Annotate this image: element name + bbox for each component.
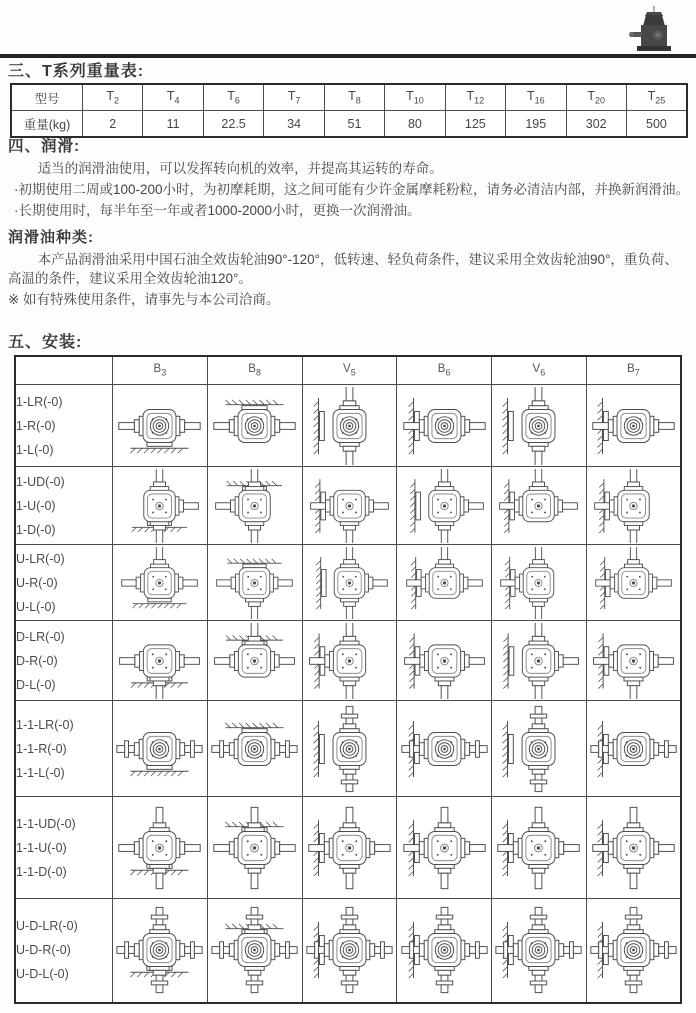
install-variant-label: 1-L(-0)	[16, 442, 54, 457]
weights-section-heading: 三、T系列重量表:	[8, 63, 145, 80]
install-col-header-V6: $V_6$	[492, 356, 587, 385]
model-cell: $T_{12}$	[445, 84, 505, 111]
gearbox-drawing-icon	[398, 703, 491, 795]
install-drawing-cell	[586, 385, 681, 467]
gearbox-drawing-icon	[492, 900, 585, 1000]
gearbox-drawing-icon	[113, 547, 206, 619]
gearbox-drawing-icon	[398, 900, 491, 1000]
install-drawing-cell	[492, 899, 587, 1003]
install-row-label	[15, 467, 113, 545]
install-drawing-cell	[397, 797, 492, 899]
gearbox-photo	[628, 6, 676, 54]
lubrication-bullet: ·初期使用二周或100-200小时，为初摩耗期，这之间可能有少许金属摩耗粉粒，请务必清洁内部，并换新润滑油。	[14, 182, 690, 197]
lubrication-bullet: ·长期使用时，每半年至一年或者1000-2000小时，更换一次润滑油。	[14, 203, 421, 218]
install-drawing-cell	[113, 797, 208, 899]
gearbox-drawing-icon	[303, 703, 396, 795]
model-cell: $T_{20}$	[566, 84, 626, 111]
install-drawing-cell	[113, 545, 208, 621]
model-cell: $T_8$	[324, 84, 384, 111]
gearbox-drawing-icon	[398, 623, 491, 699]
weights-value-row	[11, 111, 687, 138]
special-conditions-note: ※ 如有特殊使用条件，请事先与本公司洽商。	[8, 292, 280, 307]
gearbox-drawing-icon	[113, 387, 206, 465]
install-variant-label: 1-1-R(-0)	[16, 741, 67, 756]
lubrication-intro: 适当的润滑油使用，可以发挥转向机的效率，并提高其运转的寿命。	[37, 161, 443, 176]
install-col-header-B6: $B_6$	[397, 356, 492, 385]
gearbox-drawing-icon	[303, 387, 396, 465]
model-cell: $T_6$	[203, 84, 263, 111]
gearbox-drawing-icon	[492, 799, 585, 897]
gearbox-drawing-icon	[492, 547, 585, 619]
model-cell: $T_{16}$	[506, 84, 566, 111]
weight-cell: 302	[566, 111, 626, 138]
gearbox-drawing-icon	[587, 623, 680, 699]
lubrication-bullets	[8, 180, 690, 220]
install-drawing-cell	[207, 701, 302, 797]
install-drawing-cell	[302, 467, 397, 545]
install-drawing-cell	[397, 701, 492, 797]
gearbox-drawing-icon	[303, 900, 396, 1000]
install-drawing-cell	[302, 701, 397, 797]
gearbox-drawing-icon	[113, 900, 206, 1000]
install-header-row	[15, 356, 681, 385]
gearbox-drawing-icon	[208, 900, 301, 1000]
gearbox-drawing-icon	[303, 547, 396, 619]
gearbox-drawing-icon	[208, 623, 301, 699]
install-variant-label: 1-1-L(-0)	[16, 765, 65, 780]
install-drawing-cell	[113, 467, 208, 545]
gearbox-drawing-icon	[113, 799, 206, 897]
install-row	[15, 545, 681, 621]
weight-cell: 22.5	[203, 111, 263, 138]
weight-cell: 11	[143, 111, 203, 138]
install-drawing-cell	[207, 545, 302, 621]
gearbox-drawing-icon	[398, 387, 491, 465]
install-drawing-cell	[302, 797, 397, 899]
install-variant-label: U-D-R(-0)	[16, 943, 71, 958]
install-row-label	[15, 797, 113, 899]
weight-cell: 2	[83, 111, 143, 138]
gearbox-drawing-icon	[208, 387, 301, 465]
install-drawing-cell	[113, 899, 208, 1003]
install-variant-label: D-L(-0)	[16, 677, 56, 692]
gearbox-drawing-icon	[208, 469, 301, 543]
install-drawing-cell	[492, 797, 587, 899]
install-row	[15, 797, 681, 899]
install-drawing-cell	[586, 797, 681, 899]
install-row-label	[15, 385, 113, 467]
install-drawing-cell	[302, 545, 397, 621]
install-variant-label: U-R(-0)	[16, 575, 58, 590]
install-drawing-cell	[586, 545, 681, 621]
install-drawing-cell	[397, 385, 492, 467]
install-drawing-cell	[113, 621, 208, 701]
lubrication-section	[8, 137, 690, 311]
install-drawing-cell	[492, 701, 587, 797]
weight-cell: 125	[445, 111, 505, 138]
gearbox-drawing-icon	[587, 900, 680, 1000]
weights-value-header: 重量(kg)	[11, 111, 83, 138]
oil-types-text: 本产品润滑油采用中国石油全效齿轮油90°-120°，低转速、轻负荷条件，建议采用全效齿轮油90°，重负荷、高温的条件，建议采用全效齿轮油120°。	[8, 252, 678, 286]
install-drawing-cell	[113, 701, 208, 797]
install-variant-label: D-LR(-0)	[16, 629, 65, 644]
gearbox-drawing-icon	[398, 547, 491, 619]
weight-cell: 34	[264, 111, 324, 138]
gearbox-drawing-icon	[113, 469, 206, 543]
install-drawing-cell	[397, 545, 492, 621]
install-col-header-B3: $B_3$	[113, 356, 208, 385]
install-drawing-cell	[492, 545, 587, 621]
install-row-label	[15, 701, 113, 797]
install-drawing-cell	[492, 385, 587, 467]
install-drawing-cell	[397, 899, 492, 1003]
weight-cell: 500	[626, 111, 687, 138]
install-drawing-cell	[397, 467, 492, 545]
install-col-header-V5: $V_5$	[302, 356, 397, 385]
install-row	[15, 701, 681, 797]
gearbox-drawing-icon	[587, 703, 680, 795]
install-drawing-cell	[113, 385, 208, 467]
weights-model-header: 型号	[11, 84, 83, 111]
install-table	[14, 355, 682, 1004]
gearbox-drawing-icon	[587, 547, 680, 619]
install-row	[15, 899, 681, 1003]
gearbox-drawing-icon	[492, 387, 585, 465]
install-variant-label: 1-1-UD(-0)	[16, 816, 76, 831]
gearbox-drawing-icon	[208, 799, 301, 897]
install-drawing-cell	[207, 621, 302, 701]
install-row	[15, 385, 681, 467]
install-section-heading: 五、安装:	[8, 334, 83, 351]
gearbox-drawing-icon	[587, 469, 680, 543]
model-cell: $T_4$	[143, 84, 203, 111]
gearbox-drawing-icon	[113, 703, 206, 795]
model-cell: $T_{25}$	[626, 84, 687, 111]
install-variant-label: U-D-L(-0)	[16, 967, 69, 982]
install-drawing-cell	[302, 621, 397, 701]
install-variant-label: U-LR(-0)	[16, 551, 65, 566]
install-variant-label: 1-D(-0)	[16, 522, 56, 537]
install-variant-label: U-D-LR(-0)	[16, 919, 78, 934]
install-drawing-cell	[492, 467, 587, 545]
install-drawing-cell	[302, 385, 397, 467]
gearbox-drawing-icon	[208, 547, 301, 619]
install-variant-label: D-R(-0)	[16, 653, 58, 668]
weight-cell: 51	[324, 111, 384, 138]
install-variant-label: 1-1-D(-0)	[16, 864, 67, 879]
gearbox-drawing-icon	[303, 469, 396, 543]
gearbox-drawing-icon	[492, 469, 585, 543]
install-variant-label: 1-1-U(-0)	[16, 840, 67, 855]
gearbox-photo-icon	[628, 6, 676, 54]
install-variant-label: 1-R(-0)	[16, 418, 56, 433]
install-variant-label: U-L(-0)	[16, 599, 56, 614]
install-drawing-cell	[586, 621, 681, 701]
install-variant-label: 1-LR(-0)	[16, 394, 63, 409]
install-row-label	[15, 621, 113, 701]
gearbox-drawing-icon	[492, 703, 585, 795]
install-row-label	[15, 899, 113, 1003]
install-col-header-B8: $B_8$	[207, 356, 302, 385]
install-drawing-cell	[397, 621, 492, 701]
model-cell: $T_2$	[83, 84, 143, 111]
install-row-label	[15, 545, 113, 621]
gearbox-drawing-icon	[113, 623, 206, 699]
install-drawing-cell	[586, 701, 681, 797]
gearbox-drawing-icon	[587, 387, 680, 465]
gearbox-drawing-icon	[398, 799, 491, 897]
weights-table	[10, 83, 688, 138]
install-row	[15, 467, 681, 545]
install-variant-label: 1-1-LR(-0)	[16, 717, 74, 732]
install-variant-label: 1-U(-0)	[16, 498, 56, 513]
lubrication-heading: 四、润滑:	[8, 138, 81, 155]
install-drawing-cell	[586, 899, 681, 1003]
install-header-blank	[15, 356, 113, 385]
weight-cell: 195	[506, 111, 566, 138]
install-drawing-cell	[586, 467, 681, 545]
gearbox-drawing-icon	[492, 623, 585, 699]
install-drawing-cell	[207, 797, 302, 899]
install-drawing-cell	[207, 385, 302, 467]
model-cell: $T_7$	[264, 84, 324, 111]
weight-cell: 80	[385, 111, 445, 138]
install-col-header-B7: $B_7$	[586, 356, 681, 385]
gearbox-drawing-icon	[208, 703, 301, 795]
oil-types-heading: 润滑油种类:	[8, 229, 94, 246]
gearbox-drawing-icon	[398, 469, 491, 543]
install-drawing-cell	[492, 621, 587, 701]
gearbox-drawing-icon	[303, 799, 396, 897]
gearbox-drawing-icon	[303, 623, 396, 699]
install-variant-label: 1-UD(-0)	[16, 474, 65, 489]
model-cell: $T_{10}$	[385, 84, 445, 111]
install-row	[15, 621, 681, 701]
install-drawing-cell	[302, 899, 397, 1003]
install-drawing-cell	[207, 467, 302, 545]
gearbox-drawing-icon	[587, 799, 680, 897]
weights-model-row	[11, 84, 687, 111]
install-drawing-cell	[207, 899, 302, 1003]
